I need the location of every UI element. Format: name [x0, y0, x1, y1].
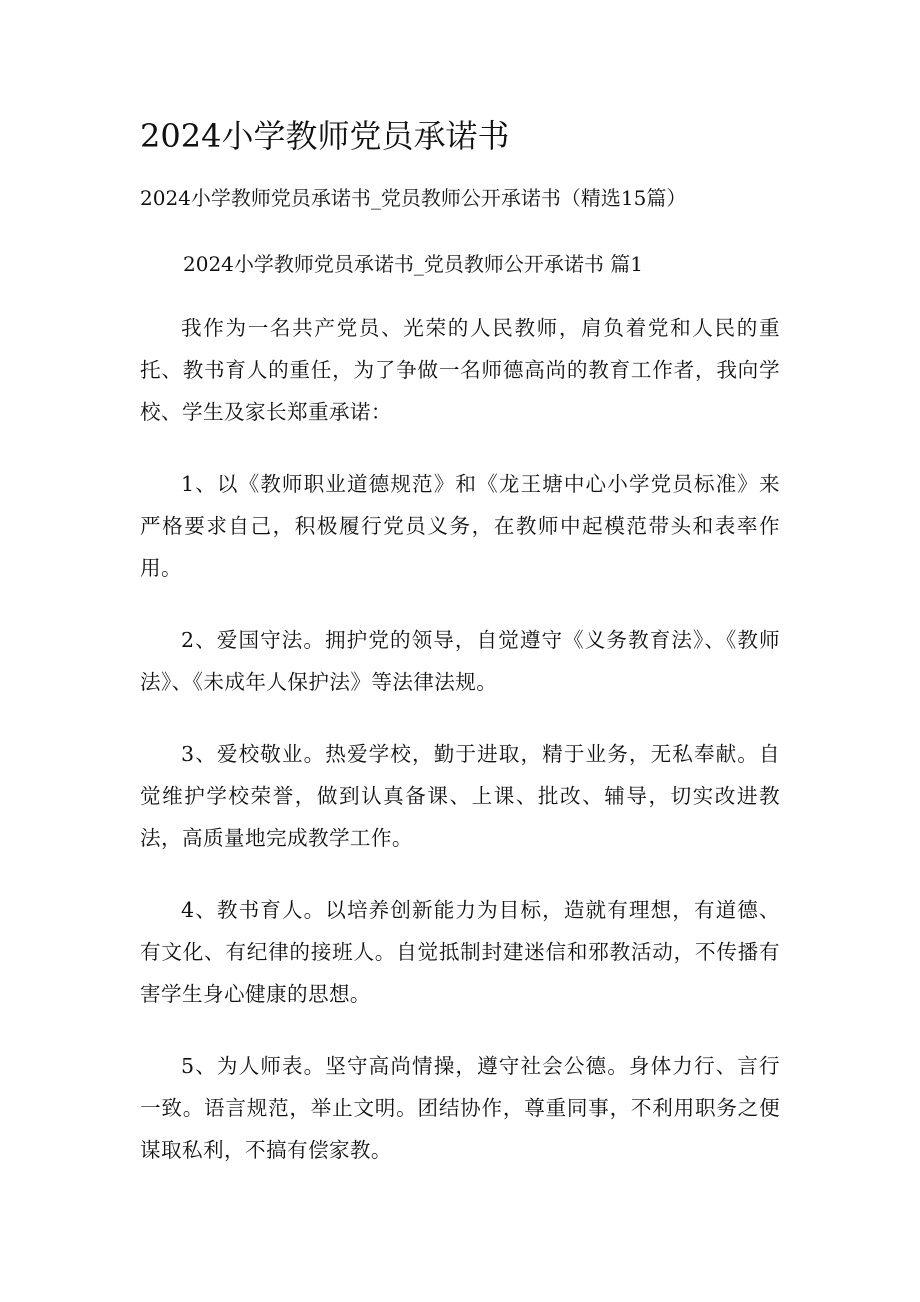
- document-title: 2024小学教师党员承诺书: [140, 117, 510, 155]
- pledge-item-4: 4、教书育人。以培养创新能力为目标，造就有理想，有道德、有文化、有纪律的接班人。自觉抵制封建迷信和邪教活动，不传播有害学生身心健康的思想。: [140, 898, 780, 1006]
- pledge-item-1: 1、以《教师职业道德规范》和《龙王塘中心小学党员标准》来严格要求自己，积极履行党员义务，在教师中起模范带头和表率作用。: [140, 472, 780, 580]
- intro-paragraph: 我作为一名共产党员、光荣的人民教师，肩负着党和人民的重托、教书育人的重任，为了争做一名师德高尚的教育工作者，我向学校、学生及家长郑重承诺：: [140, 316, 780, 424]
- pledge-item-3: 3、爱校敬业。热爱学校，勤于进取，精于业务，无私奉献。自觉维护学校荣誉，做到认真备课、上课、批改、辅导，切实改进教法，高质量地完成教学工作。: [140, 742, 780, 850]
- document-subtitle: 2024小学教师党员承诺书_党员教师公开承诺书（精选15篇）: [140, 186, 687, 210]
- pledge-item-2: 2、爱国守法。拥护党的领导，自觉遵守《义务教育法》、《教师法》、《未成年人保护法》等法律法规。: [140, 628, 780, 694]
- section-heading: 2024小学教师党员承诺书_党员教师公开承诺书 篇1: [183, 252, 643, 276]
- pledge-item-5: 5、为人师表。坚守高尚情操，遵守社会公德。身体力行、言行一致。语言规范，举止文明。团结协作，尊重同事，不利用职务之便谋取私利，不搞有偿家教。: [140, 1054, 780, 1162]
- document-body: [140, 307, 780, 1201]
